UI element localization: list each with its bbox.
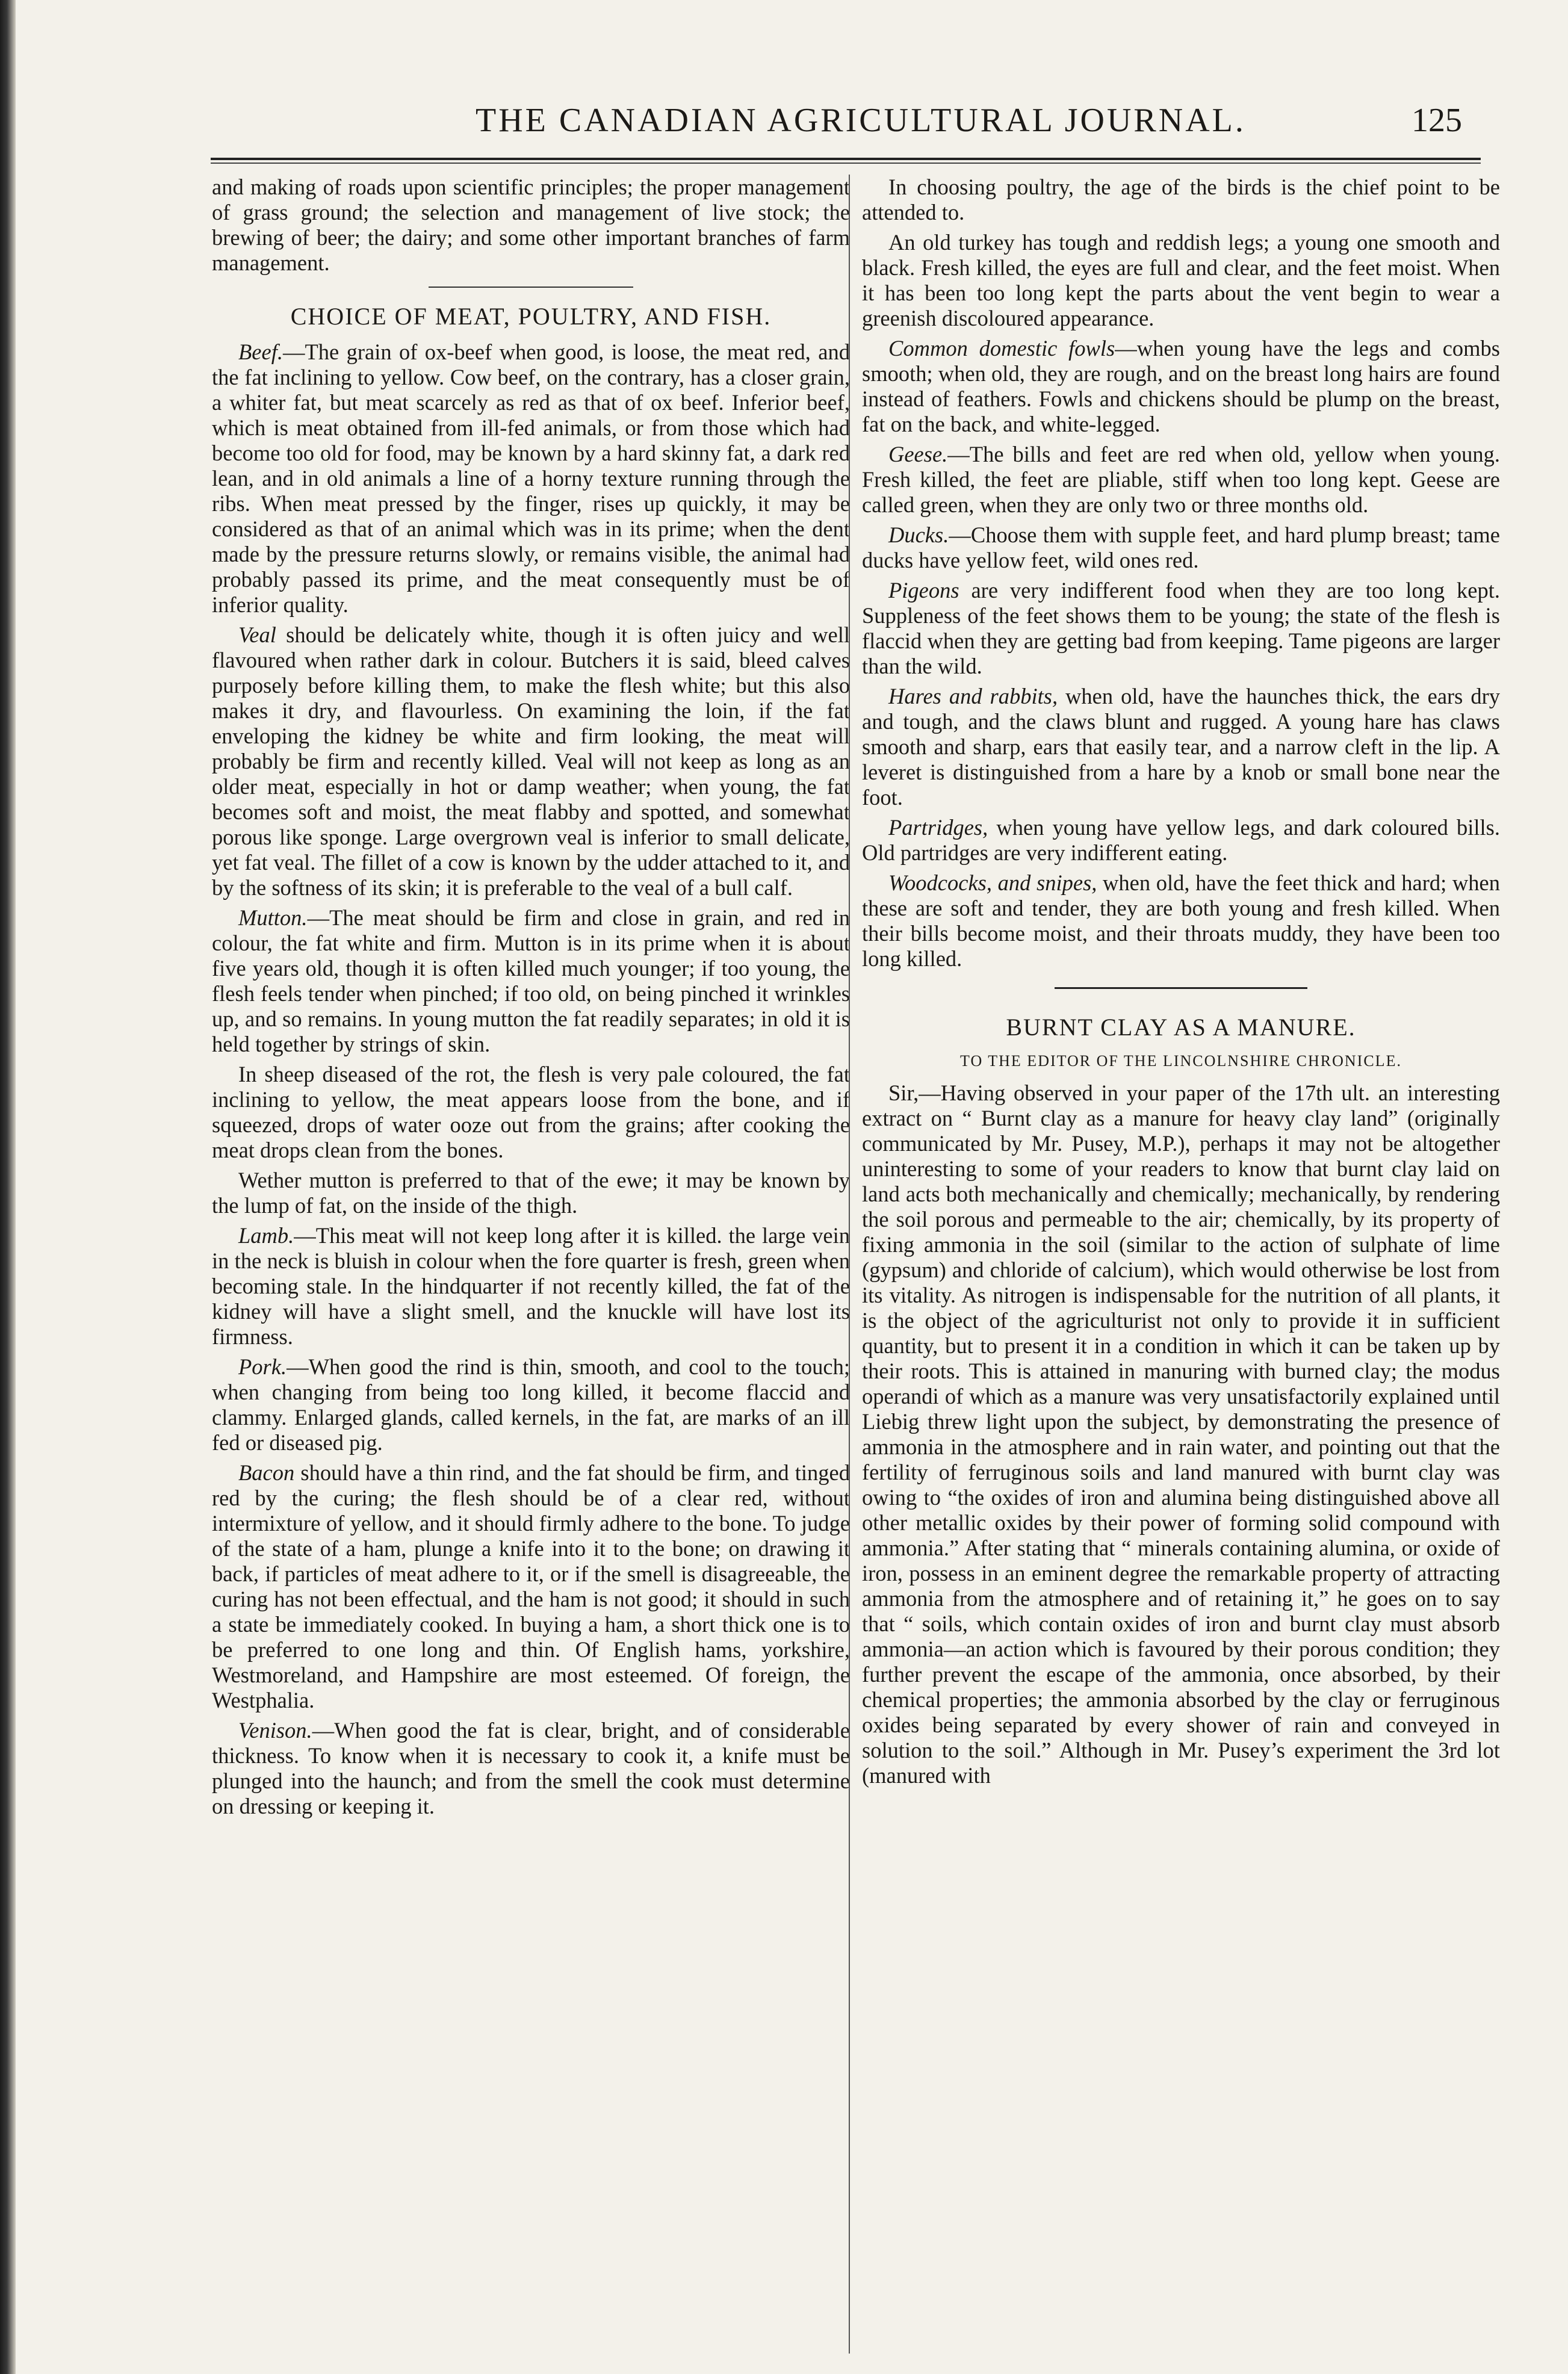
lead-beef: Beef. (238, 339, 283, 364)
lead-bacon: Bacon (238, 1460, 295, 1485)
text-hares: when old, have the haunches thick, the ears dry and tough, and the claws blunt and rugged. A young hare has claws smooth and sharp, ears that easily tear, and a narrow cleft in the lip. A leveret is distinguished from a hare by a knob or small bone near the foot. (862, 684, 1500, 810)
paragraph-geese (862, 442, 1500, 518)
section-title-meat: CHOICE OF MEAT, POULTRY, AND FISH. (290, 303, 772, 330)
text-geese: —The bills and feet are red when old, yellow when young. Fresh killed, the feet are pliable, stiff when too long kept. Geese are called green, when they are only two or three months old. (862, 442, 1500, 517)
paragraph-wether: Wether mutton is preferred to that of the ewe; it may be known by the lump of fat, on the inside of the thigh. (212, 1168, 850, 1218)
text-lamb: —This meat will not keep long after it is killed. the large vein in the neck is bluish in colour when the fore quarter is fresh, green when becoming stale. In the hindquarter if not recently killed, the fat of the kidney will have a slight smell, and the knuckle will have lost its firmness. (212, 1223, 850, 1349)
running-head (0, 101, 1568, 149)
paragraph-veal (212, 622, 850, 900)
paragraph-poultry-intro: In choosing poultry, the age of the birds is the chief point to be attended to. (862, 175, 1500, 225)
lead-geese: Geese. (888, 442, 948, 466)
lead-lamb: Lamb. (238, 1223, 294, 1248)
text-pigeons: are very indifferent food when they are too long kept. Suppleness of the feet shows them to be young; the state of the flesh is flaccid when they are getting bad from keeping. Tame pigeons are larger than the wild. (862, 578, 1500, 678)
paragraph-pork (212, 1354, 850, 1455)
text-partridges: when young have yellow legs, and dark coloured bills. Old partridges are very indifferent eating. (862, 815, 1500, 865)
lead-ducks: Ducks. (888, 522, 949, 547)
right-column (862, 175, 1500, 2366)
section-divider (429, 287, 633, 288)
paragraph-partridges (862, 815, 1500, 866)
lead-fowls: Common domestic fowls (888, 336, 1115, 361)
lead-mutton: Mutton. (238, 905, 308, 930)
paragraph-sheep: In sheep diseased of the rot, the flesh is very pale coloured, the fat inclining to yellow, the meat appears loose from the bone, and if squeezed, drops of water ooze out from the grains; after cooking the meat drops clean from the bones. (212, 1062, 850, 1162)
letter-subhead: TO THE EDITOR OF THE LINCOLNSHIRE CHRONICLE. (960, 1052, 1402, 1070)
text-veal: should be delicately white, though it is often juicy and well flavoured when rather dark in colour. Butchers it is said, bleed calves purposely before killing them, to make the flesh white; but this also makes it dry, and flavourless. On examining the loin, if the fat enveloping the kidney be white and firm looking, the meat will probably be firm and recently killed. Veal will not keep as long as an older meat, especially in hot or damp weather; when young, the fat becomes soft and moist, the meat flabby and spotted, and somewhat porous like sponge. Large overgrown veal is inferior to small delicate, yet fat veal. The fillet of a cow is known by the udder attached to it, and by the softness of its skin; it is preferable to the veal of a bull calf. (212, 622, 850, 900)
paragraph-venison (212, 1718, 850, 1819)
lead-veal: Veal (238, 622, 276, 647)
paragraph-hares (862, 684, 1500, 810)
text-ducks: —Choose them with supple feet, and hard plump breast; tame ducks have yellow feet, wild ones red. (862, 522, 1500, 572)
paragraph-beef (212, 339, 850, 618)
paragraph-bacon (212, 1460, 850, 1713)
paragraph-pigeons (862, 578, 1500, 679)
lead-venison: Venison. (238, 1718, 312, 1743)
left-column (212, 175, 850, 2366)
page-number: 125 (1412, 102, 1462, 139)
paragraph-lamb (212, 1223, 850, 1350)
text-bacon: should have a thin rind, and the fat should be firm, and tinged red by the curing; the flesh should be of a clear red, without intermixture of yellow, and it should firmly adhere to the bone. To judge of the state of a ham, plunge a knife into it to the bone; on drawing it back, if particles of meat adhere to it, or if the smell is disagreeable, the curing has not been effectual, and the ham is not good; it should in such a state be immediately cooked. In buying a ham, a short thick one is to be preferred to one long and thin. Of English hams, yorkshire, Westmoreland, and Hampshire are most esteemed. Of foreign, the Westphalia. (212, 1460, 850, 1712)
text-mutton: —The meat should be firm and close in grain, and red in colour, the fat white and firm. Mutton is in its prime when it is about five years old, though it is often killed much younger; if too young, the flesh feels tender when pinched; if too old, on being pinched it wrinkles up, and so remains. In young mutton the fat readily separates; in old it is held together by strings of skin. (212, 905, 850, 1056)
paragraph-turkey: An old turkey has tough and reddish legs; a young one smooth and black. Fresh killed, the eyes are full and clear, and the feet moist. When it has been too long kept the parts about the vent begin to wear a greenish discoloured appearance. (862, 230, 1500, 330)
lead-partridges: Partridges, (888, 815, 988, 840)
header-rule-thin (211, 163, 1481, 164)
text-beef: —The grain of ox-beef when good, is loose, the meat red, and the fat inclining to yellow. Cow beef, on the contrary, has a closer grain, a whiter fat, but meat scarcely as red as that of ox beef. Inferior beef, which is meat obtained from ill-fed animals, or from those which had become too old for food, may be known by a hard skinny fat, a dark red lean, and in old animals a line of a horny texture running through the ribs. When meat pressed by the finger, rises up quickly, it may be considered as that of an animal which was in its prime; when the dent made by the pressure returns slowly, or remains visible, the animal had probably passed its prime, and the meat consequently must be of inferior quality. (212, 339, 850, 617)
paragraph-woodcocks (862, 870, 1500, 972)
lead-hares: Hares and rabbits, (888, 684, 1058, 708)
text-woodcocks: when old, have the feet thick and hard; when these are soft and tender, they are both young and fresh killed. When their bills become moist, and their throats muddy, they have been too long killed. (862, 870, 1500, 971)
journal-title: THE CANADIAN AGRICULTURAL JOURNAL. (476, 102, 1246, 139)
text-pork: —When good the rind is thin, smooth, and cool to the touch; when changing from being too long killed, it become flaccid and clammy. Enlarged glands, called kernels, in the fat, are marks of an ill fed or diseased pig. (212, 1354, 850, 1455)
lead-pork: Pork. (238, 1354, 287, 1379)
paragraph-fowls (862, 336, 1500, 437)
column-divider (849, 175, 850, 2354)
header-rule (211, 158, 1481, 160)
text-venison: —When good the fat is clear, bright, and of considerable thickness. To know when it is necessary to cook it, a knife must be plunged into the haunch; and from the smell the cook must determine on dressing or keeping it. (212, 1718, 850, 1818)
lead-pigeons: Pigeons (888, 578, 959, 603)
paragraph-letter: Sir,—Having observed in your paper of the 17th ult. an interesting extract on “ Burnt clay as a manure for heavy clay land” (originally communicated by Mr. Pusey, M.P.), perhaps it may not be altogether uninteresting to some of your readers to know that burnt clay laid on land acts both mechanically and chemically; mechanically, by rendering the soil porous and permeable to the air; chemically, by its property of fixing ammonia in the soil (similar to the action of sulphate of lime (gypsum) and chloride of calcium), which would otherwise be lost from its vitality. As nitrogen is indispensable for the nutrition of all plants, it is the object of the agriculturist not only to provide it in sufficient quantity, but to present it in a condition in which it can be taken up by their roots. This is attained in manuring with burned clay; the modus operandi of which as a manure was very unsatisfactorily explained until Liebig threw light upon the subject, by demonstrating the presence of ammonia in the atmosphere and in rain water, and pointing out that the fertility of ferruginous soils and land manured with burnt clay was owing to “the oxides of iron and alumina being distinguished above all other metallic oxides by their power of forming solid compound with ammonia.” After stating that “ minerals containing alumina, or oxide of iron, possess in an eminent degree the remarkable property of attracting ammonia from the atmosphere and of retaining it,” he goes on to say that “ soils, which contain oxides of iron and burnt clay must absorb ammonia—an action which is favoured by their porous condition; they further prevent the escape of the ammonia, once absorbed, by their chemical properties; the ammonia absorbed by the clay or ferruginous oxides being separated by every shower of rain and conveyed in solution to the soil.” Although in Mr. Pusey’s experiment the 3rd lot (manured with (862, 1080, 1500, 1788)
page-binding-edge (0, 0, 16, 2374)
text-fowls: —when young have the legs and combs smooth; when old, they are rough, and on the breast long hairs are found instead of feathers. Fowls and chickens should be plump on the breast, fat on the back, and white-legged. (862, 336, 1500, 436)
paragraph-ducks (862, 522, 1500, 573)
lead-woodcocks: Woodcocks, and snipes, (888, 870, 1097, 895)
section-divider-manure (1055, 987, 1307, 989)
section-title-manure: BURNT CLAY AS A MANURE. (1006, 1014, 1356, 1041)
intro-paragraph: and making of roads upon scientific principles; the proper management of grass ground; the selection and management of live stock; the brewing of beer; the dairy; and some other important branches of farm management. (212, 175, 850, 275)
paragraph-mutton (212, 905, 850, 1057)
